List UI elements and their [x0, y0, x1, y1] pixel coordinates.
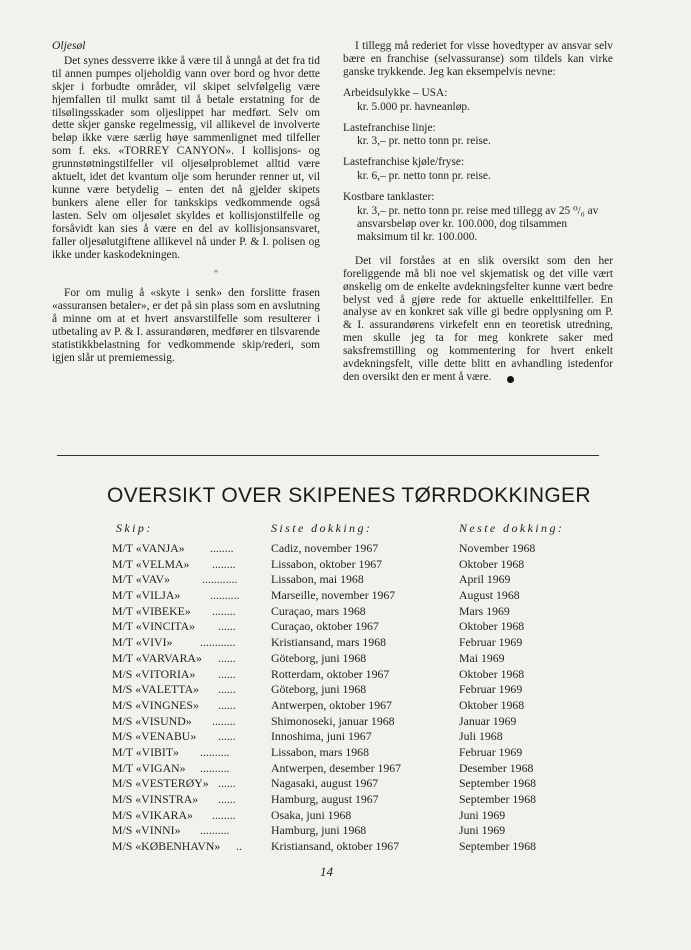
leader-dots: ......	[218, 776, 236, 791]
left-column	[52, 40, 320, 365]
table-row	[0, 698, 691, 714]
ship-name: M/T «VILJA»	[112, 588, 181, 603]
next-docking: Desember 1968	[459, 760, 534, 775]
next-docking: September 1968	[459, 792, 536, 806]
last-docking: Innoshima, juni 1967	[271, 729, 372, 744]
table-row	[0, 776, 691, 792]
ship-name: M/S «VENABU»	[112, 729, 197, 744]
ship-name: M/S «VINNI»	[112, 823, 181, 838]
next-docking: Juni 1969	[459, 807, 506, 822]
ship-name: M/S «VESTERØY»	[112, 776, 209, 791]
ship-name: M/T «VIVI»	[112, 635, 173, 650]
leader-dots: ......	[218, 697, 236, 712]
ship-name: M/T «VIBEKE»	[112, 603, 191, 618]
last-docking: Göteborg, juni 1968	[271, 650, 367, 665]
leader-dots: ........	[210, 541, 234, 555]
ship-name: M/S «VINSTRA»	[112, 792, 199, 806]
next-docking: Januar 1969	[459, 713, 517, 728]
section-divider	[57, 455, 599, 456]
section-separator: *	[213, 268, 219, 279]
ship-name: M/T «VAV»	[112, 572, 171, 587]
leader-dots: ......	[218, 666, 236, 681]
header-ship: Skip:	[116, 521, 153, 535]
last-docking: Shimonoseki, januar 1968	[271, 713, 395, 728]
next-docking: Februar 1969	[459, 682, 523, 697]
case-label-linje: Lastefranchise linje:	[343, 121, 436, 134]
last-docking: Antwerpen, desember 1967	[271, 760, 402, 775]
ship-name: M/T «VIGAN»	[112, 760, 186, 775]
leader-dots: ......	[218, 650, 236, 665]
ship-name: M/T «VINCITA»	[112, 619, 196, 634]
next-docking: September 1968	[459, 776, 536, 791]
ship-name: M/T «VARVARA»	[112, 650, 202, 665]
leader-dots: ......	[218, 619, 236, 634]
leader-dots: ........	[212, 556, 236, 571]
leader-dots: ............	[200, 635, 236, 650]
next-docking: November 1968	[459, 541, 536, 555]
paragraph-franchise-intro: I tillegg må rederiet for visse hovedtyper av ansvar selv bære en franchise (selvassuranse) som tildels kan virke ganske trykkende. Jeg kan eksempelvis nevne:	[343, 40, 613, 78]
last-docking: Lissabon, oktober 1967	[271, 556, 383, 571]
table-title: OVERSIKT OVER SKIPENES TØRRDOKKINGER	[107, 484, 591, 507]
next-docking: Oktober 1968	[459, 666, 525, 681]
last-docking: Kristiansand, oktober 1967	[271, 839, 400, 854]
table-row	[0, 682, 691, 698]
ship-name: M/T «VIBIT»	[112, 744, 179, 759]
table-row	[0, 745, 691, 761]
table-row	[0, 604, 691, 620]
table-row	[0, 761, 691, 777]
next-docking: Februar 1969	[459, 744, 523, 759]
last-docking: Lissabon, mai 1968	[271, 572, 364, 587]
ship-name: M/S «VALETTA»	[112, 682, 199, 697]
next-docking: April 1969	[459, 572, 511, 587]
section-heading-oljesol: Oljesøl	[52, 39, 86, 52]
closing-text: Det vil forståes at en slik oversikt som den her foreliggende må bli noe vel skjematisk og det ville vært ønskelig om de enkelte avdekningsfelter kunne vært bedre belyst ved å gjøre rede for aktuelle enkelttilfeller. En analyse av en konkret sak ville gi bedre opplysning om P. & I. assurandørens virkefelt enn en teoretisk utredning, men skulle jeg ta for meg konkrete saker med saksfremstilling og kommentering for hvert enkelt avdekningsfelt, ville dette blitt en avhandling istedenfor den oversikt den er ment å være.	[343, 254, 613, 383]
case-value-tanklaster: kr. 3,– pr. netto tonn pr. reise med tillegg av 25 ⁰/₀ av ansvarsbeløp over kr. 100.000, dog tilsammen maksimum til kr. 100.000.	[357, 205, 599, 243]
last-docking: Hamburg, august 1967	[271, 792, 379, 806]
leader-dots: ..........	[200, 823, 230, 838]
paragraph-closing-left: For om mulig å «skyte i senk» den forslitte frasen «assuransen betaler», er det på sin plass som en avslutning å minne om at et hvert ansvarstilfelle som resulterer i utbetaling av P. & I. assurandøren, medfører en tilsvarende statistikkbelastning for vedkommende skip/rederi, som igjen slår ut premiemessig.	[52, 287, 320, 364]
leader-dots: ......	[218, 792, 236, 806]
next-docking: Juni 1969	[459, 823, 506, 838]
last-docking: Kristiansand, mars 1968	[271, 635, 387, 650]
table-row	[0, 588, 691, 604]
table-row	[0, 651, 691, 667]
page-number: 14	[320, 864, 333, 879]
leader-dots: ..........	[210, 588, 240, 603]
leader-dots: ........	[212, 713, 236, 728]
table-row	[0, 839, 691, 855]
leader-dots: ........	[212, 603, 236, 618]
leader-dots: ........	[212, 807, 236, 822]
last-docking: Curaçao, oktober 1967	[271, 619, 379, 634]
table-row	[0, 667, 691, 683]
case-label-kjole: Lastefranchise kjøle/fryse:	[343, 156, 465, 169]
next-docking: Oktober 1968	[459, 556, 525, 571]
next-docking: Oktober 1968	[459, 619, 525, 634]
right-column	[343, 40, 613, 384]
table-row	[0, 557, 691, 573]
last-docking: Rotterdam, oktober 1967	[271, 666, 390, 681]
last-docking: Curaçao, mars 1968	[271, 603, 366, 618]
next-docking: Mai 1969	[459, 650, 505, 665]
ship-name: M/S «KØBENHAVN»	[112, 839, 221, 854]
ship-name: M/T «VANJA»	[112, 541, 185, 555]
last-docking: Hamburg, juni 1968	[271, 823, 367, 838]
ship-name: M/S «VISUND»	[112, 713, 192, 728]
ship-name: M/S «VINGNES»	[112, 697, 199, 712]
leader-dots: ..........	[200, 760, 230, 775]
next-docking: Mars 1969	[459, 603, 510, 618]
last-docking: Osaka, juni 1968	[271, 807, 352, 822]
table-row	[0, 792, 691, 808]
next-docking: Oktober 1968	[459, 697, 525, 712]
next-docking: September 1968	[459, 839, 536, 854]
table-row	[0, 714, 691, 730]
table-header-row	[0, 521, 691, 537]
paragraph-closing-right	[343, 255, 613, 384]
leader-dots: ......	[218, 682, 236, 697]
last-docking: Cadiz, november 1967	[271, 541, 379, 555]
case-label-tanklaster: Kostbare tanklaster:	[343, 191, 435, 204]
paragraph-oljesol: Det synes dessverre ikke å være til å unngå at det fra tid til annen pumpes oljeholdig vann over bord og hvor dette skjer i forbudte områder, vil skipet selvfølgelig være hjemfallen til mulkt samt til å betale erstatning for de tilsølingsskader som oljeslippet har medført. Selv om dette skjer ganske regelmessig, vil allikevel de involverte beløp ikke være særlig høye sammenlignet med tilfeller som f. eks. «TORREY CANYON». I kollisjons- og grunnstøtningstilfeller vil oljesølproblemet alltid være aktuelt, idet det kvantum olje som herunder renner ut, vil kunne være betydelig – enten det nå gjelder skipets bunkers alene eller for tankskips vedkommende også lasten. Selv om oljesølet skyldes et kollisjonstilfelle og forsåvidt kan sies å være en del av kollisjonsansvaret, faller oljesølutgiftene allikevel nå under P. & I. polisen og ikke under kaskodekningen.	[52, 54, 320, 261]
leader-dots: ..........	[200, 744, 230, 759]
leader-dots: ............	[202, 572, 238, 587]
header-next-docking: Neste dokking:	[459, 521, 565, 535]
leader-dots: ..	[236, 839, 242, 854]
table-row	[0, 541, 691, 557]
docking-table	[0, 541, 691, 855]
ship-name: M/S «VIKARA»	[112, 807, 193, 822]
last-docking: Lissabon, mars 1968	[271, 744, 369, 759]
leader-dots: ......	[218, 729, 236, 744]
case-value-arbeidsulykke: kr. 5.000 pr. havneanløp.	[357, 100, 470, 113]
next-docking: Februar 1969	[459, 635, 523, 650]
last-docking: Antwerpen, oktober 1967	[271, 697, 392, 712]
next-docking: August 1968	[459, 588, 520, 603]
table-row	[0, 572, 691, 588]
last-docking: Marseille, november 1967	[271, 588, 396, 603]
end-mark-icon	[507, 376, 514, 383]
ship-name: M/T «VELMA»	[112, 556, 190, 571]
last-docking: Nagasaki, august 1967	[271, 776, 379, 791]
table-row	[0, 635, 691, 651]
case-value-linje: kr. 3,– pr. netto tonn pr. reise.	[357, 135, 491, 148]
table-row	[0, 808, 691, 824]
header-last-docking: Siste dokking:	[271, 521, 373, 535]
case-value-kjole: kr. 6,– pr. netto tonn pr. reise.	[357, 170, 491, 183]
table-row	[0, 619, 691, 635]
last-docking: Göteborg, juni 1968	[271, 682, 367, 697]
ship-name: M/S «VITORIA»	[112, 666, 196, 681]
table-row	[0, 729, 691, 745]
case-label-arbeidsulykke: Arbeidsulykke – USA:	[343, 86, 448, 99]
next-docking: Juli 1968	[459, 729, 503, 744]
table-row	[0, 823, 691, 839]
